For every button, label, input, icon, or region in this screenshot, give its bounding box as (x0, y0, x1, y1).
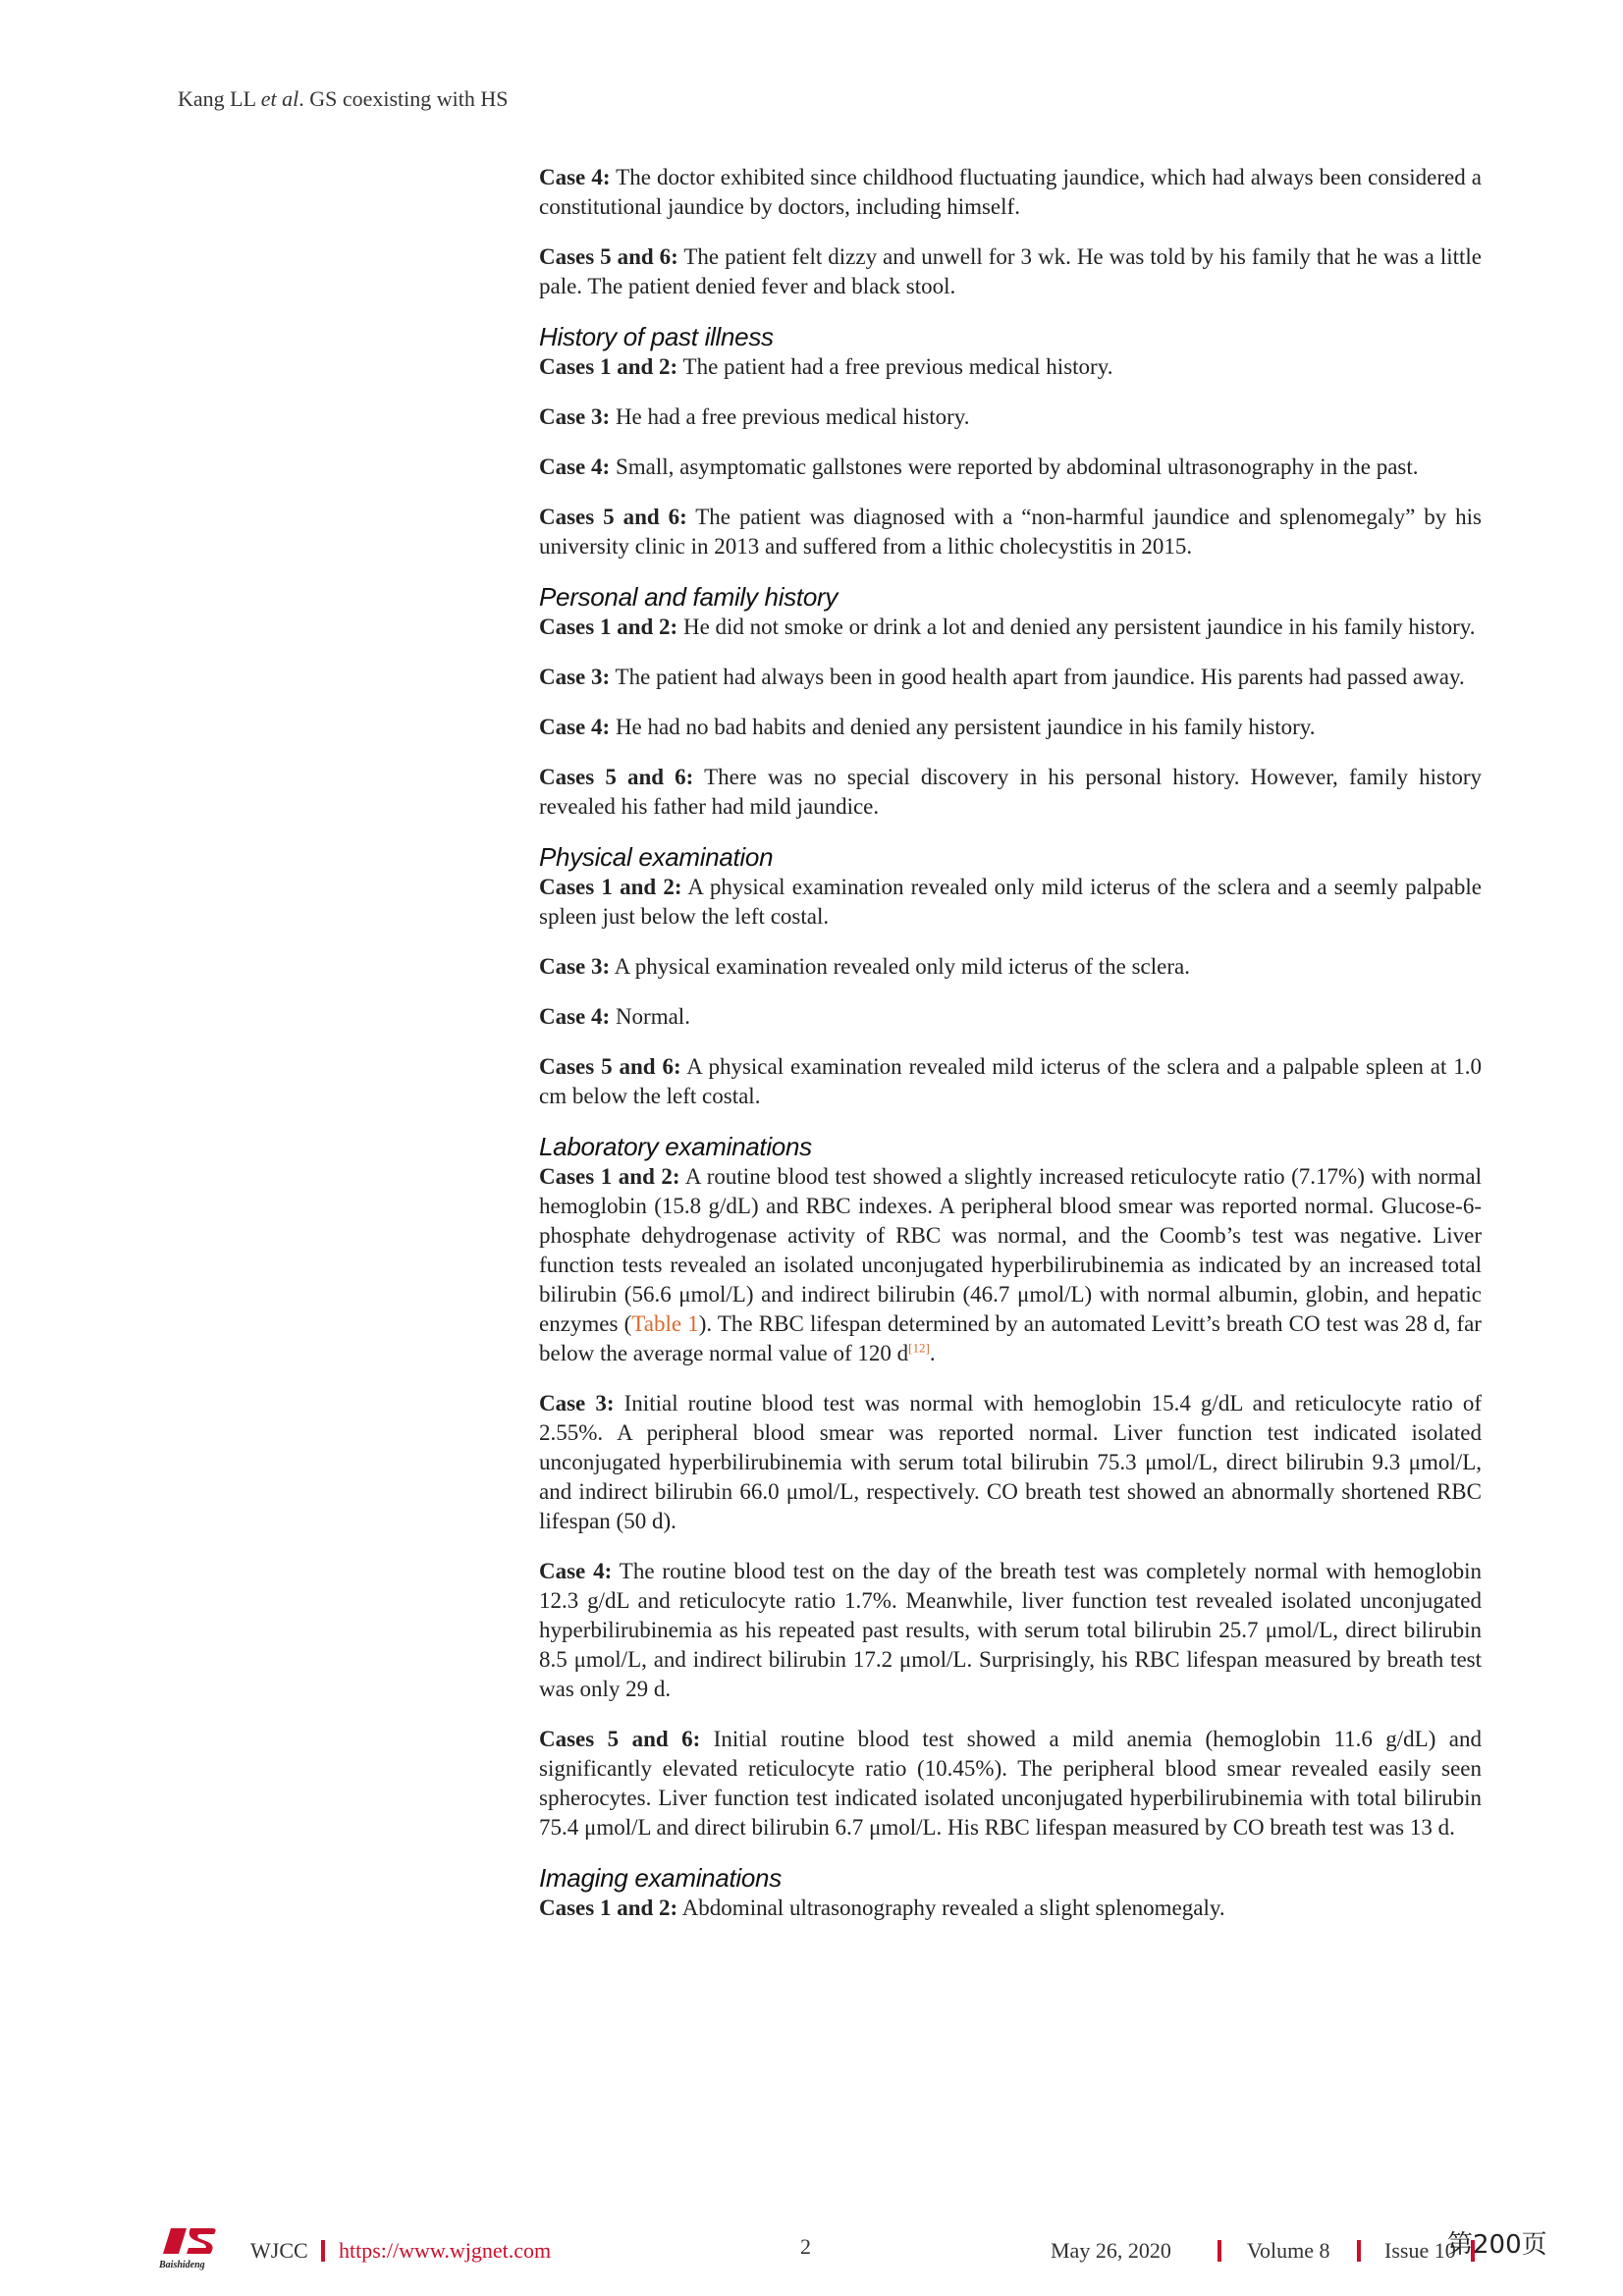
case-label: Case 4: (539, 454, 611, 479)
running-head-etal: et al (260, 86, 299, 111)
paragraph (539, 713, 1482, 742)
paragraph (539, 1894, 1482, 1923)
case-label: Cases 5 and 6: (539, 505, 687, 529)
paragraph-text: Abdominal ultrasonography revealed a slight splenomegaly. (677, 1896, 1225, 1920)
paragraph (539, 1002, 1482, 1032)
publication-date: May 26, 2020 (1051, 2238, 1171, 2263)
paragraph (539, 1052, 1482, 1111)
baishideng-logo-icon (157, 2224, 236, 2271)
running-head-title: . GS coexisting with HS (298, 86, 509, 111)
paragraph-text: The patient felt dizzy and unwell for 3 wk. He was told by his family that he was a little pale. The patient denied fever and black stool. (539, 244, 1482, 298)
heading-physical-examination: Physical examination (539, 842, 774, 872)
case-label: Case 4: (539, 1004, 611, 1029)
paragraph (539, 763, 1482, 822)
paragraph (539, 1725, 1482, 1842)
logo-text: Baishideng (159, 2260, 205, 2270)
heading-family-history: Personal and family history (539, 582, 839, 612)
paragraph-text: A physical examination revealed only mild icterus of the sclera and a seemly palpable spleen just below the left costal. (539, 875, 1482, 929)
paragraph-text: . (929, 1341, 936, 1365)
heading-laboratory-examinations: Laboratory examinations (539, 1132, 812, 1161)
paragraph (539, 952, 1482, 982)
case-label: Cases 1 and 2: (539, 1164, 680, 1189)
paragraph-text: The routine blood test on the day of the breath test was completely normal with hemoglobin 12.3 g/dL and reticulocyte ratio 1.7%. Meanwhile, liver function test revealed isolated unconjugated hyperbilirubinemia as his repeated past results, with serum total bilirubin 25.7 μmol/L, direct bilirubin 8.5 μmol/L, and indirect bilirubin 17.2 μmol/L. Surprisingly, his RBC lifespan measured by breath test was only 29 d. (539, 1559, 1482, 1701)
paragraph (539, 873, 1482, 932)
paragraph-text: The patient had a free previous medical history. (677, 354, 1113, 379)
paragraph (539, 1557, 1482, 1704)
case-label: Cases 1 and 2: (539, 1896, 678, 1920)
heading-imaging-examinations: Imaging examinations (539, 1863, 782, 1893)
heading-past-illness: History of past illness (539, 322, 774, 351)
paragraph-text: ). The RBC lifespan determined by an automated Levitt’s breath CO test was 28 d, far below the average normal value of 120 d (539, 1311, 1482, 1365)
case-label: Case 3: (539, 954, 611, 979)
journal-name: WJCC (250, 2238, 308, 2263)
case-label: Cases 1 and 2: (539, 875, 682, 899)
case-label: Case 3: (539, 404, 611, 429)
paragraph-case4-presenting (539, 163, 1482, 222)
paragraph-text: Initial routine blood test showed a mild anemia (hemoglobin 11.6 g/dL) and significantly elevated reticulocyte ratio (10.45%). The peripheral blood smear revealed easily seen spherocytes. Liver function test indicated isolated unconjugated hyperbilirubinemia with total bilirubin 75.4 μmol/L and direct bilirubin 6.7 μmol/L. His RBC lifespan measured by CO breath test was 13 d. (539, 1727, 1482, 1840)
footer-divider (321, 2240, 325, 2262)
paragraph-text: He had a free previous medical history. (610, 404, 970, 429)
paragraph (539, 1389, 1482, 1536)
case-label: Case 3: (539, 1391, 615, 1415)
paragraph (539, 503, 1482, 561)
case-label: Cases 5 and 6: (539, 1727, 701, 1751)
paragraph (539, 453, 1482, 482)
running-head-authors: Kang LL (178, 86, 261, 111)
case-label: Cases 5 and 6: (539, 1054, 681, 1079)
paragraph-text: A routine blood test showed a slightly increased reticulocyte ratio (7.17%) with normal hemoglobin (15.8 g/dL) and RBC indexes. A peripheral blood smear was reported normal. Glucose-6-phosphate dehydrogenase activity of RBC was normal, and the Coomb’s test was negative. Liver function tests revealed an isolated unconjugated hyperbilirubinemia as indicated by an increased total bilirubin (56.6 μmol/L) and indirect bilirubin (46.7 μmol/L) with normal albumin, globin, and hepatic enzymes ( (539, 1164, 1482, 1336)
paragraph-text: Small, asymptomatic gallstones were reported by abdominal ultrasonography in the past. (610, 454, 1419, 479)
case-label: Case 3: (539, 665, 611, 689)
paragraph-text: The doctor exhibited since childhood fluctuating jaundice, which had always been considered a constitutional jaundice by doctors, including himself. (539, 165, 1483, 219)
case-label: Case 4: (539, 715, 611, 739)
paragraph (539, 613, 1482, 642)
page-number: 2 (800, 2234, 811, 2259)
issue: Issue 10 (1384, 2238, 1456, 2263)
case-label: Cases 1 and 2: (539, 354, 678, 379)
paragraph-text: The patient had always been in good health apart from jaundice. His parents had passed away. (610, 665, 1465, 689)
paragraph-text: The patient was diagnosed with a “non-harmful jaundice and splenomegaly” by his university clinic in 2013 and suffered from a lithic cholecystitis in 2015. (539, 505, 1483, 559)
paragraph (539, 663, 1482, 692)
running-head (178, 86, 509, 112)
case-label: Case 4: (539, 165, 611, 189)
table-1-link[interactable]: Table 1 (631, 1311, 699, 1336)
paragraph (539, 402, 1482, 432)
case-label: Cases 5 and 6: (539, 244, 678, 269)
page-watermark: 第200页 (1447, 2230, 1547, 2260)
paragraph-case5-6-presenting (539, 242, 1482, 301)
journal-url-link[interactable]: https://www.wjgnet.com (339, 2238, 552, 2263)
paragraph-text: There was no special discovery in his personal history. However, family history revealed his father had mild jaundice. (539, 765, 1482, 819)
volume: Volume 8 (1247, 2238, 1330, 2263)
footer-divider (1217, 2240, 1221, 2262)
page-footer (0, 2230, 1623, 2275)
paragraph-text: A physical examination revealed only mild icterus of the sclera. (610, 954, 1190, 979)
case-label: Cases 1 and 2: (539, 614, 678, 639)
case-label: Cases 5 and 6: (539, 765, 694, 789)
paragraph-text: Initial routine blood test was normal with hemoglobin 15.4 g/dL and reticulocyte ratio of 2.55%. A peripheral blood smear was reported normal. Liver function test indicated isolated unconjugated hyperbilirubinemia with serum total bilirubin 75.3 μmol/L, direct bilirubin 9.3 μmol/L, and indirect bilirubin 66.0 μmol/L, respectively. CO breath test showed an abnormally shortened RBC lifespan (50 d). (539, 1391, 1483, 1533)
case-label: Case 4: (539, 1559, 613, 1583)
article-body (539, 163, 1482, 1944)
paragraph-text: A physical examination revealed mild icterus of the sclera and a palpable spleen at 1.0 cm below the left costal. (539, 1054, 1482, 1108)
citation-link[interactable]: [12] (908, 1340, 930, 1356)
paragraph-text: He did not smoke or drink a lot and denied any persistent jaundice in his family history. (677, 614, 1476, 639)
paragraph-text: Normal. (610, 1004, 690, 1029)
footer-divider (1357, 2240, 1361, 2262)
paragraph-text: He had no bad habits and denied any persistent jaundice in his family history. (610, 715, 1316, 739)
paragraph (539, 352, 1482, 382)
paragraph (539, 1162, 1482, 1368)
